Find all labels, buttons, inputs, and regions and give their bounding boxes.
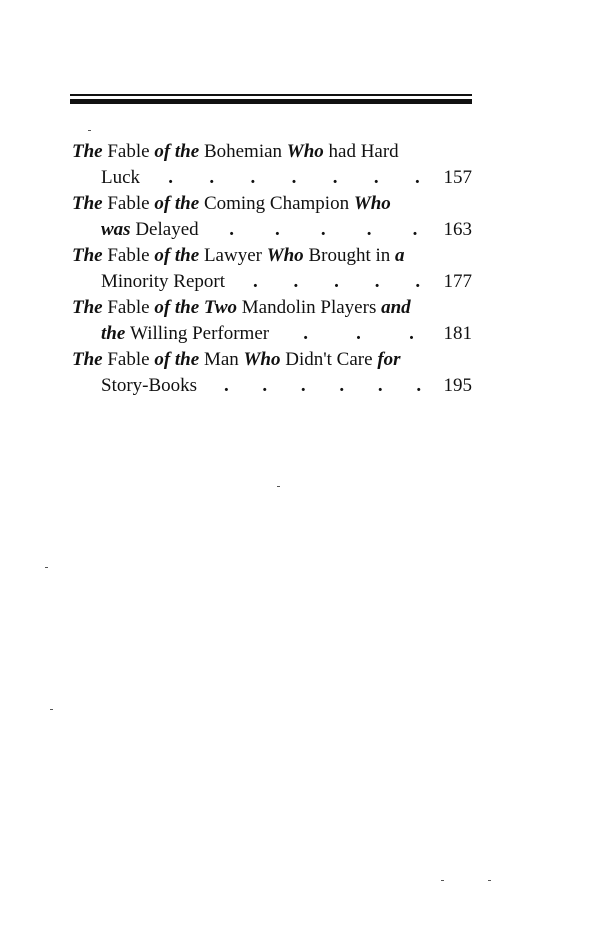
entry-text: Coming Champion (203, 193, 350, 214)
entry-italic: The (72, 141, 103, 162)
entry-text: Fable (107, 297, 150, 318)
entry-italic: Who (286, 141, 324, 162)
page-number: 181 (443, 323, 472, 344)
rule-thick (70, 99, 472, 104)
entry-italic: The (72, 245, 103, 266)
page-number: 195 (443, 375, 472, 396)
dot-leader: . . . . . . (223, 375, 422, 396)
entry-italic: The (72, 349, 103, 370)
entry-italic: a (395, 245, 405, 266)
entry-text: Mandolin Players (241, 297, 377, 318)
entry-text: Fable (107, 349, 150, 370)
entry-italic: of the (154, 193, 200, 214)
header-rule (70, 94, 472, 104)
entry-continuation: Delayed (135, 219, 199, 240)
entry-italic: of the (154, 349, 200, 370)
entry-text: Man (203, 349, 239, 370)
toc-entry (72, 139, 472, 191)
scan-speck (277, 486, 280, 487)
entry-text: Didn't Care (285, 349, 373, 370)
page-number: 163 (443, 219, 472, 240)
entry-italic: Who (243, 349, 281, 370)
entry-italic: Who (266, 245, 304, 266)
entry-italic: of the Two (154, 297, 238, 318)
rule-thin (70, 94, 472, 96)
scan-speck (488, 880, 491, 881)
entry-text: Brought in (308, 245, 391, 266)
entry-continuation: Minority Report (101, 271, 226, 292)
page-number: 177 (443, 271, 472, 292)
dot-leader: . . . (303, 323, 414, 344)
toc-entry (72, 191, 472, 243)
entry-italic: Who (353, 193, 391, 214)
dot-leader: . . . . . . . (168, 167, 420, 188)
entry-continuation: Willing Performer (130, 323, 270, 344)
entry-italic: the (101, 323, 126, 344)
entry-italic: for (377, 349, 401, 370)
scan-speck (441, 880, 444, 881)
entry-italic: The (72, 193, 103, 214)
entry-text: Fable (107, 245, 150, 266)
entry-italic: The (72, 297, 103, 318)
scan-speck (50, 709, 53, 710)
entry-italic: of the (154, 245, 200, 266)
entry-text: Lawyer (203, 245, 262, 266)
entry-continuation: Story-Books (101, 375, 198, 396)
entry-text: Bohemian (203, 141, 283, 162)
page-number: 157 (443, 167, 472, 188)
dot-leader: . . . . . (252, 271, 421, 292)
entry-text: Fable (107, 193, 150, 214)
toc-entry (72, 243, 472, 295)
entry-italic: was (101, 219, 131, 240)
entry-text: had Hard (328, 141, 399, 162)
entry-text: Fable (107, 141, 150, 162)
toc-entry (72, 295, 472, 347)
table-of-contents (72, 139, 472, 399)
entry-continuation: Luck (101, 167, 141, 188)
scan-speck (45, 567, 48, 568)
entry-italic: of the (154, 141, 200, 162)
scan-speck (88, 130, 91, 131)
entry-italic: and (381, 297, 411, 318)
toc-entry (72, 347, 472, 399)
dot-leader: . . . . . (229, 219, 418, 240)
